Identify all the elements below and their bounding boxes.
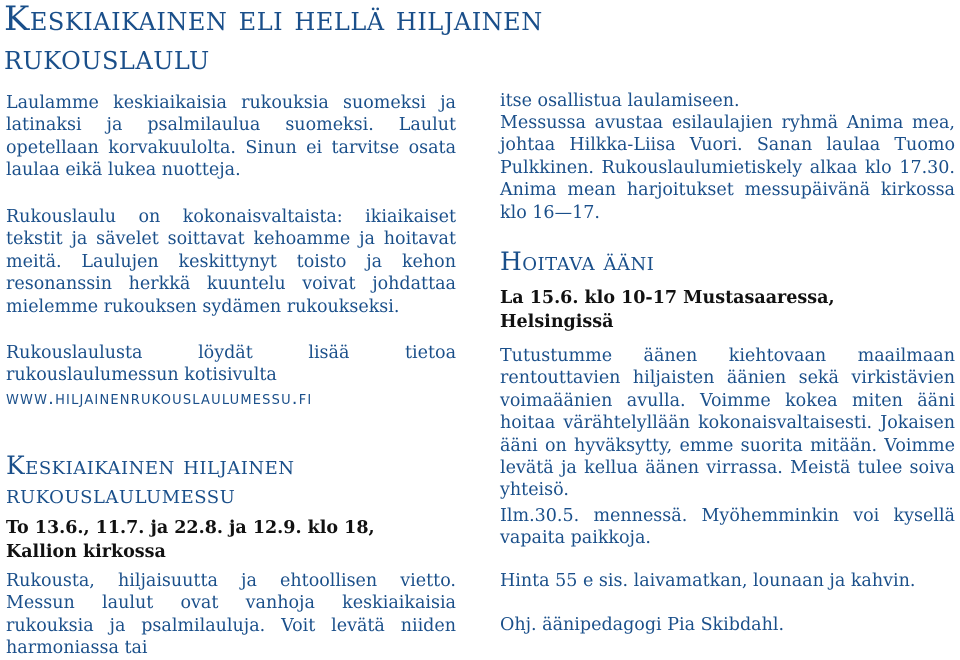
hoitava-description: Tutustumme äänen kiehtovaan maailmaan rentouttavien hiljaisten äänien sekä virkistävien voimaäänien avulla. Voimme kokea miten ääni hoitaa värähtelyllään kokonaisvaltaisesti. Jokaisen ääni on hyväksytty, emme suorita mitään. Voimme levätä ja kellua äänen virrassa. Meistä tulee soiva yhteisö.	[500, 346, 955, 501]
messu-details-paragraph: Messussa avustaa esilaulajien ryhmä Anima mea, johtaa Hilkka-Liisa Vuori. Sanan laulaa Tuomo Pulkkinen. Rukouslaulumietiskely alkaa klo 17.30. Anima mean harjoitukset messupäivänä kirkossa klo 16—17.	[500, 113, 955, 223]
event-dates-hoitava: La 15.6. klo 10-17 Mustasaaressa, Helsingissä	[500, 288, 835, 332]
intro-paragraph: Laulamme keskiaikaisia rukouksia suomeksi ja latinaksi ja psalmilaulua suomeksi. Laulut opetellaan korvakuulolta. Sinun ei tarvitse osata laulaa eikä lukea nuotteja.	[6, 93, 456, 181]
event-dates-messu: To 13.6., 11.7. ja 22.8. ja 12.9. klo 18, Kallion kirkossa	[6, 518, 375, 562]
instructor-note: Ohj. äänipedagogi Pia Skibdahl.	[500, 615, 785, 635]
price-note: Hinta 55 e sis. laivamatkan, lounaan ja kahvin.	[500, 571, 916, 591]
section-heading-messu: Keskiaikainen hiljainen rukouslaulumessu	[6, 451, 295, 509]
page-title: Keskiaikainen eli hellä hiljainen rukouslaulu	[4, 0, 543, 79]
registration-note: Ilm.30.5. mennessä. Myöhemminkin voi kysellä vapaita paikkoja.	[500, 506, 955, 549]
messu-paragraph: Rukousta, hiljaisuutta ja ehtoollisen vietto. Messun laulut ovat vanhoja keskiaikaisia rukouksia ja psalmilauluja. Voit levätä niiden harmoniassa tai	[6, 571, 456, 659]
info-paragraph: Rukouslaulusta löydät lisää tietoa rukouslaulumessun kotisivulta	[6, 343, 456, 386]
description-paragraph: Rukouslaulu on kokonaisvaltaista: ikiaikaiset tekstit ja sävelet soittavat kehoamme ja hoitavat meitä. Laulujen keskittynyt toisto ja kehon resonanssin herkkä kuuntelu voivat johdattaa mielemme rukouksen sydämen rukoukseksi.	[6, 207, 456, 317]
messu-paragraph-continued: itse osallistua laulamiseen.	[500, 91, 740, 111]
section-heading-hoitava: Hoitava ääni	[500, 247, 655, 276]
website-link[interactable]: www.hiljainenrukouslaulumessu.fi	[6, 388, 313, 409]
